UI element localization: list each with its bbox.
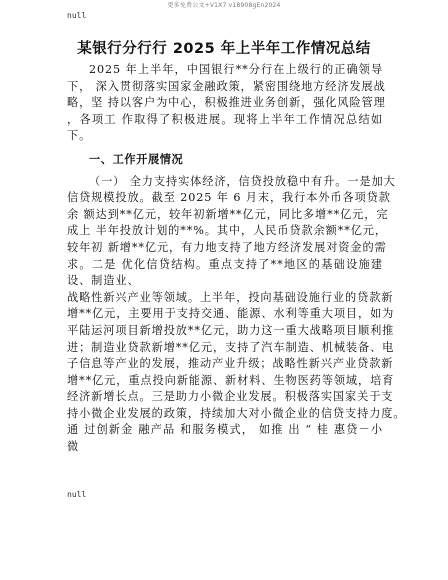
null-marker-bottom: null [67, 490, 87, 499]
section-line: 设、制造业、 [67, 274, 140, 288]
section-line: （一） 全力支持实体经济，信贷投放稳中有升。一是加大 [89, 174, 396, 188]
watermark-text: 更多免费公文+V1X7 v18908gEn2024 [167, 2, 281, 9]
section-line: 战略性新兴产业等领域。上半年，投向基础设施行业的贷款新 [67, 290, 394, 304]
section-line: 子信息等产业的发展，推动产业升级；战略性新兴产业贷款新 [67, 357, 394, 371]
section-line: 求。二是 优化信贷结构。重点支持了**地区的基础设施建 [67, 257, 383, 271]
section-line: 通 过创新金 融产品 和服务模式， 如推 出 “ 桂 惠贷－小 [67, 423, 383, 437]
section-line: 平陆运河项目新增投放**亿元，助力这一重大战略项目顺利推 [67, 323, 395, 337]
section-line: 增**亿元，重点投向新能源、新材料、生物医药等领域，培育 [67, 373, 395, 387]
section-line: 余 额达到**亿元，较年初新增**亿元，同比多增**亿元，完 [67, 207, 389, 221]
document-title: 某银行分行行 2025 年上半年工作情况总结 [77, 41, 371, 57]
null-marker-top: null [67, 11, 87, 20]
section-line: 增**亿元，主要用于支持交通、能源、水利等重大项目，如为 [67, 307, 395, 321]
section-line: 信贷规模投放。截至 2025 年 6 月末，我行本外币各项贷款 [67, 191, 391, 205]
intro-line: 下， 深入贯彻落实国家金融政策，紧密围绕地方经济发展战 [67, 79, 386, 93]
section-line: 成上 半年投放计划的**%。其中，人民币贷款余额**亿元， [67, 224, 387, 238]
section-line: 持小微企业发展的政策，持续加大对小微企业的信贷支持力度。 [67, 406, 406, 420]
section-line: 进；制造业贷款新增**亿元，支持了汽车制造、机械装备、电 [67, 340, 395, 354]
intro-line: ，各项工 作取得了积极进展。现将上半年工作情况总结如 [67, 112, 383, 126]
intro-line: 下。 [67, 129, 92, 143]
intro-line: 略，坚 持以客户为中心，积极推进业务创新，强化风险管理 [67, 96, 386, 110]
document-body [67, 62, 406, 456]
section-line: 较年初 新增**亿元，有力地支持了地方经济发展对资金的需 [67, 240, 387, 254]
intro-line: 2025 年上半年，中国银行**分行在上级行的正确领导 [89, 63, 383, 76]
section-heading: 一、工作开展情况 [89, 151, 184, 166]
section-line: 微 [67, 440, 80, 454]
section-line: 经济新增长点。三是助力小微企业发展。积极落实国家关于支 [67, 390, 394, 404]
